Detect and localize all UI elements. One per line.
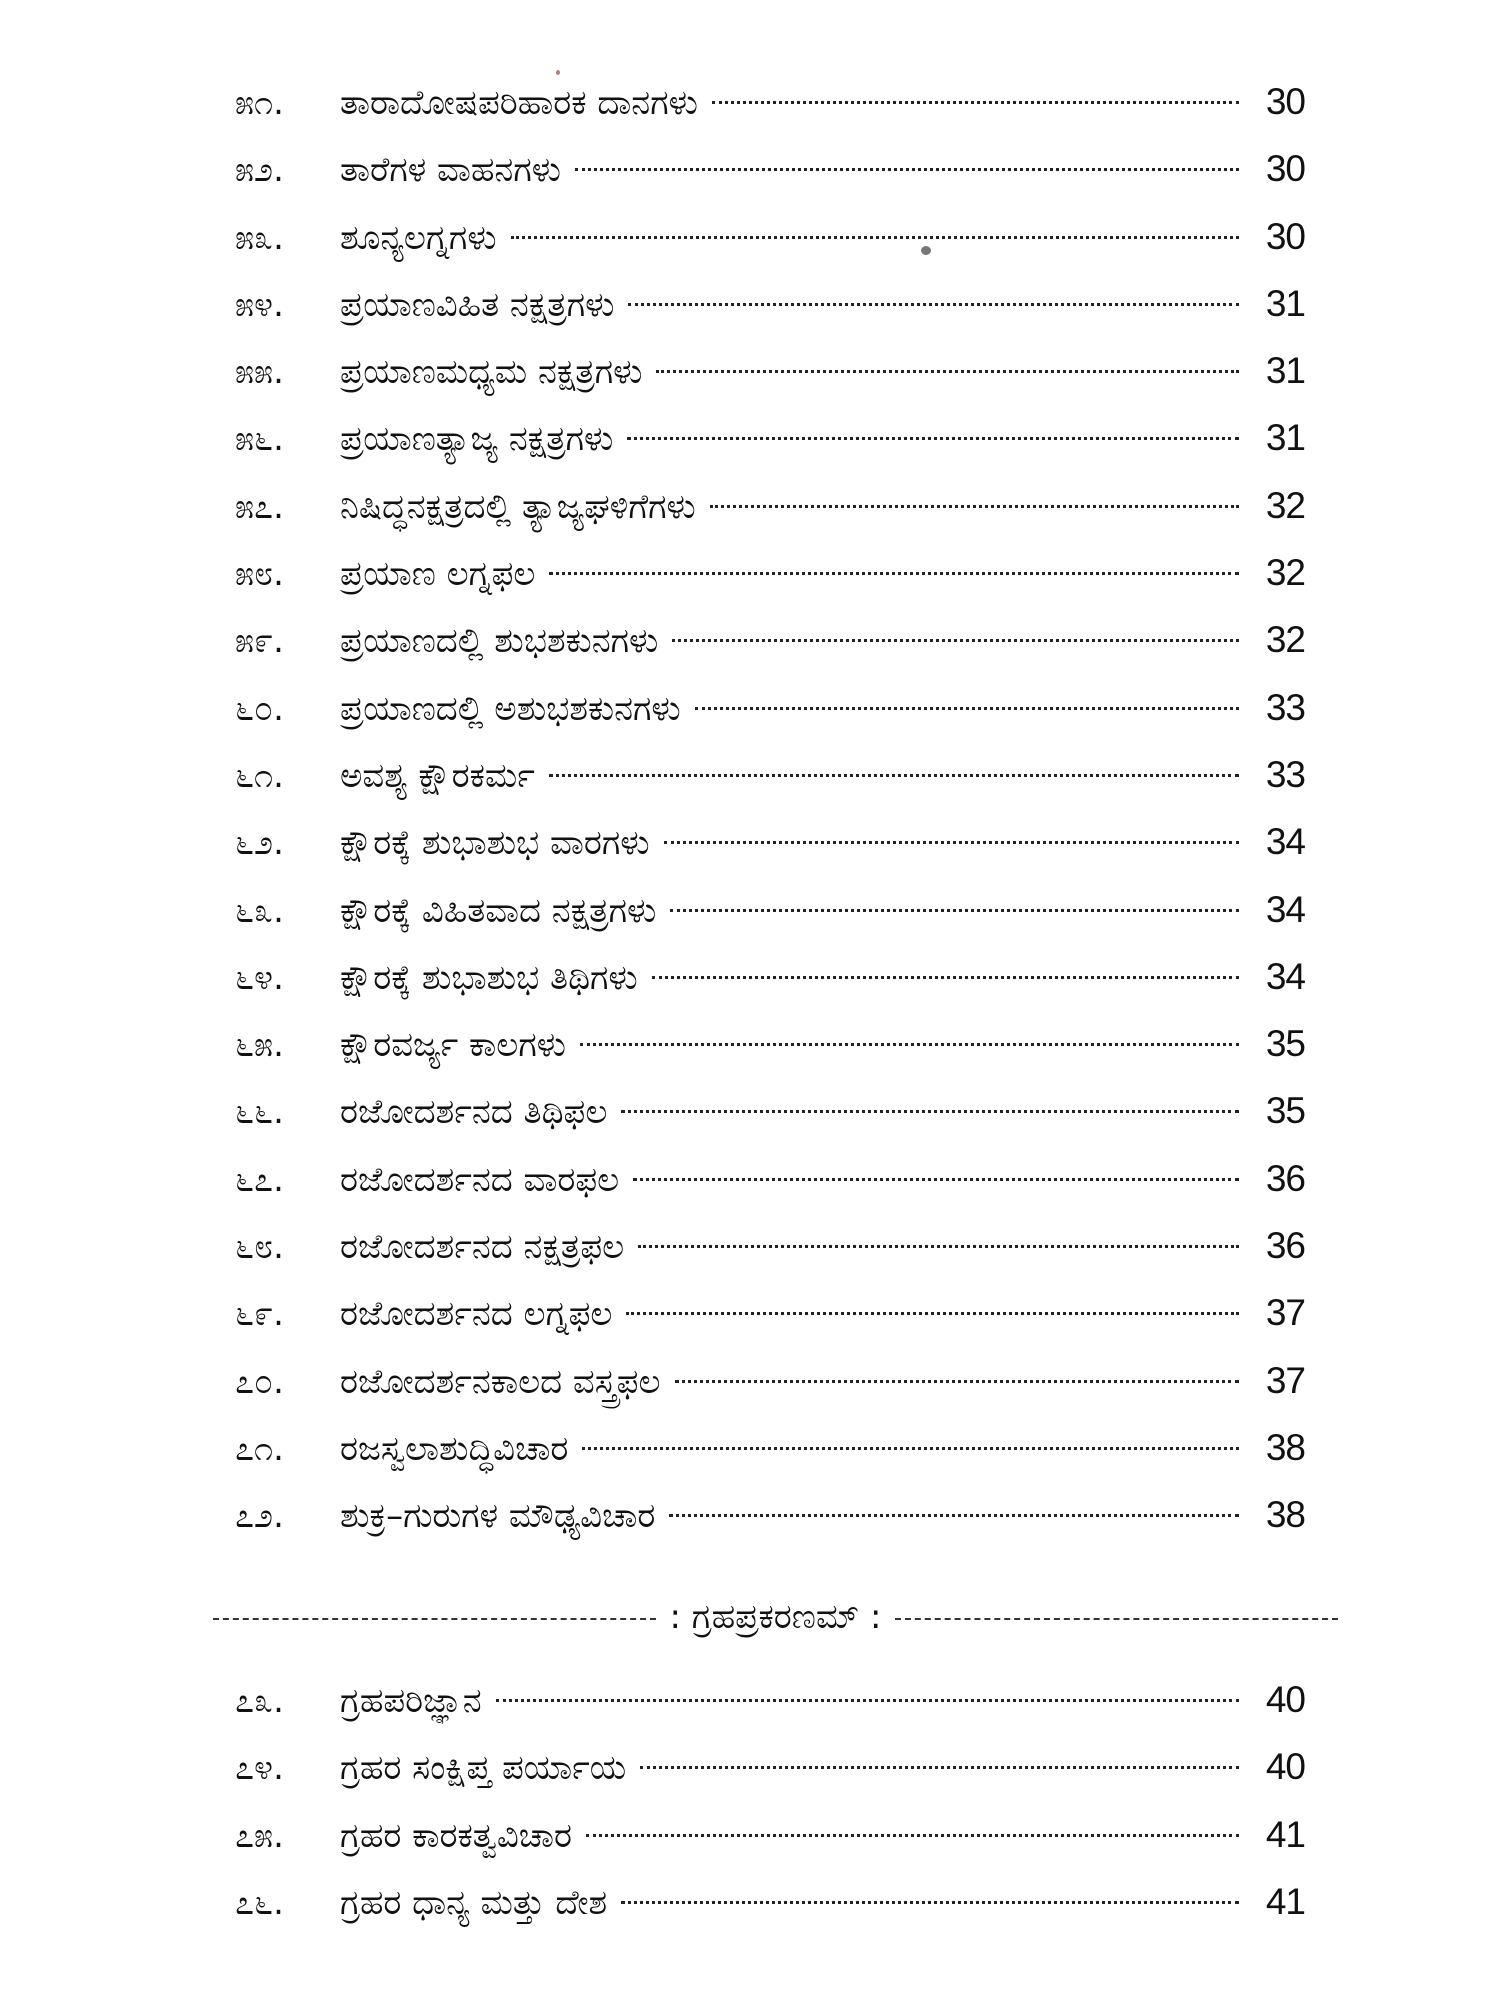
entry-number: ೫೮.: [235, 554, 284, 595]
dot-leader: [627, 437, 1239, 440]
entry-number: ೬೮.: [235, 1227, 284, 1268]
entry-title: ಪ್ರಯಾಣತ್ಯಾಜ್ಯ ನಕ್ಷತ್ರಗಳು: [340, 419, 614, 460]
dot-leader: [656, 370, 1239, 373]
entry-title: ರಜೋದರ್ಶನದ ನಕ್ಷತ್ರಫಲ: [340, 1227, 625, 1268]
toc-entry: [235, 1801, 1305, 1868]
entry-page-number: 37: [1265, 1359, 1305, 1401]
entry-page-number: 41: [1265, 1813, 1305, 1855]
dot-leader: [670, 909, 1239, 912]
entry-page-number: 31: [1265, 350, 1305, 392]
entry-title: ಪ್ರಯಾಣ ಲಗ್ನಫಲ: [340, 554, 536, 595]
entry-page-number: 41: [1265, 1880, 1305, 1922]
dot-leader: [628, 303, 1239, 306]
entry-page-number: 36: [1265, 1157, 1305, 1199]
section-heading: : ಗ್ರಹಪ್ರಕರಣಮ್ :: [669, 1597, 882, 1637]
entry-number: ೬೭.: [235, 1159, 284, 1200]
toc-entry: [235, 337, 1305, 404]
entry-page-number: 30: [1265, 215, 1305, 257]
entry-page-number: 40: [1265, 1746, 1305, 1788]
entry-page-number: 33: [1265, 753, 1305, 795]
entry-page-number: 31: [1265, 417, 1305, 459]
divider-line-left: [213, 1618, 656, 1620]
entry-page-number: 32: [1265, 484, 1305, 526]
entry-number: ೭೧.: [235, 1428, 284, 1469]
entry-title: ಗ್ರಹರ ಕಾರಕತ್ವವಿಚಾರ: [340, 1815, 573, 1856]
dot-leader: [640, 1766, 1239, 1769]
dot-leader: [582, 1447, 1239, 1450]
toc-entry: [235, 1666, 1305, 1733]
toc-entry: [235, 1481, 1305, 1548]
divider-line-right: [895, 1618, 1338, 1620]
entry-title: ನಿಷಿದ್ಧನಕ್ಷತ್ರದಲ್ಲಿ ತ್ಯಾಜ್ಯಘಳಿಗೆಗಳು: [340, 486, 696, 527]
entry-number: ೬೧.: [235, 755, 284, 796]
toc-entry: [235, 1145, 1305, 1212]
entry-page-number: 38: [1265, 1494, 1305, 1536]
entry-number: ೬೨.: [235, 823, 284, 864]
toc-entry: [235, 404, 1305, 471]
toc-entry: [235, 876, 1305, 943]
toc-entry: [235, 674, 1305, 741]
toc-entry: [235, 1347, 1305, 1414]
entry-title: ರಜೋದರ್ಶನಕಾಲದ ವಸ್ತ್ರಫಲ: [340, 1361, 661, 1402]
toc-entry: [235, 1279, 1305, 1346]
entry-page-number: 37: [1265, 1292, 1305, 1334]
dot-leader: [695, 707, 1239, 710]
entry-number: ೬೯.: [235, 1294, 284, 1335]
toc-entry: [235, 943, 1305, 1010]
toc-entry: [235, 270, 1305, 337]
entry-page-number: 35: [1265, 1090, 1305, 1132]
toc-entry: [235, 1733, 1305, 1800]
dot-leader: [496, 1699, 1239, 1702]
dot-leader: [586, 1834, 1239, 1837]
entry-number: ೬೬.: [235, 1092, 284, 1133]
entry-title: ಶೂನ್ಯಲಗ್ನಗಳು: [340, 217, 497, 258]
toc-entry: [235, 1414, 1305, 1481]
dot-leader: [549, 774, 1239, 777]
entry-number: ೭೩.: [235, 1681, 284, 1721]
table-of-contents-top: [235, 68, 1305, 1549]
entry-number: ೫೨.: [235, 150, 284, 191]
dot-leader: [511, 236, 1239, 239]
entry-title: ಕ್ಷೌರಕ್ಕೆ ವಿಹಿತವಾದ ನಕ್ಷತ್ರಗಳು: [340, 890, 657, 931]
toc-entry: [235, 808, 1305, 875]
entry-number: ೭೫.: [235, 1815, 284, 1856]
entry-page-number: 33: [1265, 686, 1305, 728]
dot-leader: [638, 1245, 1239, 1248]
entry-title: ರಜೋದರ್ಶನದ ವಾರಫಲ: [340, 1159, 620, 1200]
entry-title: ಪ್ರಯಾಣಮಧ್ಯಮ ನಕ್ಷತ್ರಗಳು: [340, 352, 643, 393]
table-of-contents-bottom: [235, 1666, 1305, 1935]
entry-number: ೭೨.: [235, 1496, 284, 1537]
dot-leader: [621, 1901, 1239, 1904]
entry-title: ರಜೋದರ್ಶನದ ತಿಥಿಫಲ: [340, 1092, 608, 1133]
entry-number: ೭೪.: [235, 1748, 284, 1789]
entry-title: ರಜೋದರ್ಶನದ ಲಗ್ನಫಲ: [340, 1294, 613, 1335]
entry-title: ಅವಶ್ಯ ಕ್ಷೌರಕರ್ಮ: [340, 755, 535, 796]
toc-entry: [235, 472, 1305, 539]
entry-number: ೬೦.: [235, 688, 284, 729]
entry-page-number: 36: [1265, 1225, 1305, 1267]
entry-title: ಪ್ರಯಾಣದಲ್ಲಿ ಅಶುಭಶಕುನಗಳು: [340, 688, 681, 729]
entry-title: ತಾರಾದೋಷಪರಿಹಾರಕ ದಾನಗಳು: [340, 83, 698, 123]
dot-leader: [710, 505, 1239, 508]
entry-page-number: 32: [1265, 619, 1305, 661]
section-divider: [213, 1592, 1338, 1642]
dot-leader: [672, 639, 1239, 642]
entry-number: ೫೧.: [235, 83, 284, 123]
entry-page-number: 32: [1265, 552, 1305, 594]
entry-number: ೫೬.: [235, 419, 284, 460]
entry-title: ಶುಕ್ರ–ಗುರುಗಳ ಮೌಢ್ಯವಿಚಾರ: [340, 1496, 656, 1537]
toc-entry: [235, 1868, 1305, 1935]
dot-leader: [669, 1514, 1239, 1517]
toc-entry: [235, 135, 1305, 202]
entry-title: ಗ್ರಹಪರಿಜ್ಞಾನ: [340, 1681, 482, 1721]
entry-number: ೫೭.: [235, 486, 284, 527]
toc-entry: [235, 68, 1305, 135]
entry-page-number: 35: [1265, 1023, 1305, 1065]
dot-leader: [652, 976, 1239, 979]
entry-title: ಕ್ಷೌರವರ್ಜ್ಯ ಕಾಲಗಳು: [340, 1025, 566, 1066]
toc-entry: [235, 1212, 1305, 1279]
dot-leader: [626, 1312, 1239, 1315]
entry-number: ೬೩.: [235, 890, 284, 931]
toc-entry: [235, 1010, 1305, 1077]
toc-entry: [235, 203, 1305, 270]
toc-entry: [235, 606, 1305, 673]
toc-entry: [235, 741, 1305, 808]
dot-leader: [675, 1380, 1239, 1383]
dot-leader: [712, 101, 1239, 104]
entry-title: ಕ್ಷೌರಕ್ಕೆ ಶುಭಾಶುಭ ತಿಥಿಗಳು: [340, 957, 638, 998]
entry-title: ಗ್ರಹರ ಧಾನ್ಯ ಮತ್ತು ದೇಶ: [340, 1882, 608, 1923]
entry-page-number: 38: [1265, 1426, 1305, 1468]
toc-entry: [235, 1077, 1305, 1144]
entry-number: ೬೫.: [235, 1025, 284, 1066]
entry-number: ೭೬.: [235, 1882, 284, 1923]
dot-leader: [621, 1110, 1239, 1113]
entry-number: ೭೦.: [235, 1361, 284, 1402]
entry-number: ೫೩.: [235, 217, 284, 258]
entry-number: ೫೪.: [235, 284, 284, 325]
entry-number: ೬೪.: [235, 957, 284, 998]
paper-speck: [921, 246, 931, 255]
entry-title: ಪ್ರಯಾಣವಿಹಿತ ನಕ್ಷತ್ರಗಳು: [340, 284, 615, 325]
entry-number: ೫೯.: [235, 621, 284, 662]
entry-title: ಪ್ರಯಾಣದಲ್ಲಿ ಶುಭಶಕುನಗಳು: [340, 621, 659, 662]
dot-leader: [580, 1043, 1239, 1046]
entry-page-number: 34: [1265, 821, 1305, 863]
dot-leader: [575, 168, 1239, 171]
dot-leader: [664, 841, 1239, 844]
entry-page-number: 30: [1265, 81, 1305, 122]
toc-entry: [235, 539, 1305, 606]
entry-title: ರಜಸ್ವಲಾಶುದ್ಧಿವಿಚಾರ: [340, 1428, 569, 1469]
entry-page-number: 34: [1265, 888, 1305, 930]
entry-title: ಗ್ರಹರ ಸಂಕ್ಷಿಪ್ತ ಪರ್ಯಾಯ: [340, 1748, 627, 1789]
entry-number: ೫೫.: [235, 352, 284, 393]
entry-title: ತಾರೆಗಳ ವಾಹನಗಳು: [340, 150, 561, 191]
entry-page-number: 31: [1265, 282, 1305, 324]
dot-leader: [549, 572, 1239, 575]
entry-page-number: 34: [1265, 955, 1305, 997]
paper-speck: [556, 70, 560, 75]
entry-page-number: 30: [1265, 148, 1305, 190]
dot-leader: [633, 1178, 1239, 1181]
entry-page-number: 40: [1265, 1679, 1305, 1720]
entry-title: ಕ್ಷೌರಕ್ಕೆ ಶುಭಾಶುಭ ವಾರಗಳು: [340, 823, 650, 864]
